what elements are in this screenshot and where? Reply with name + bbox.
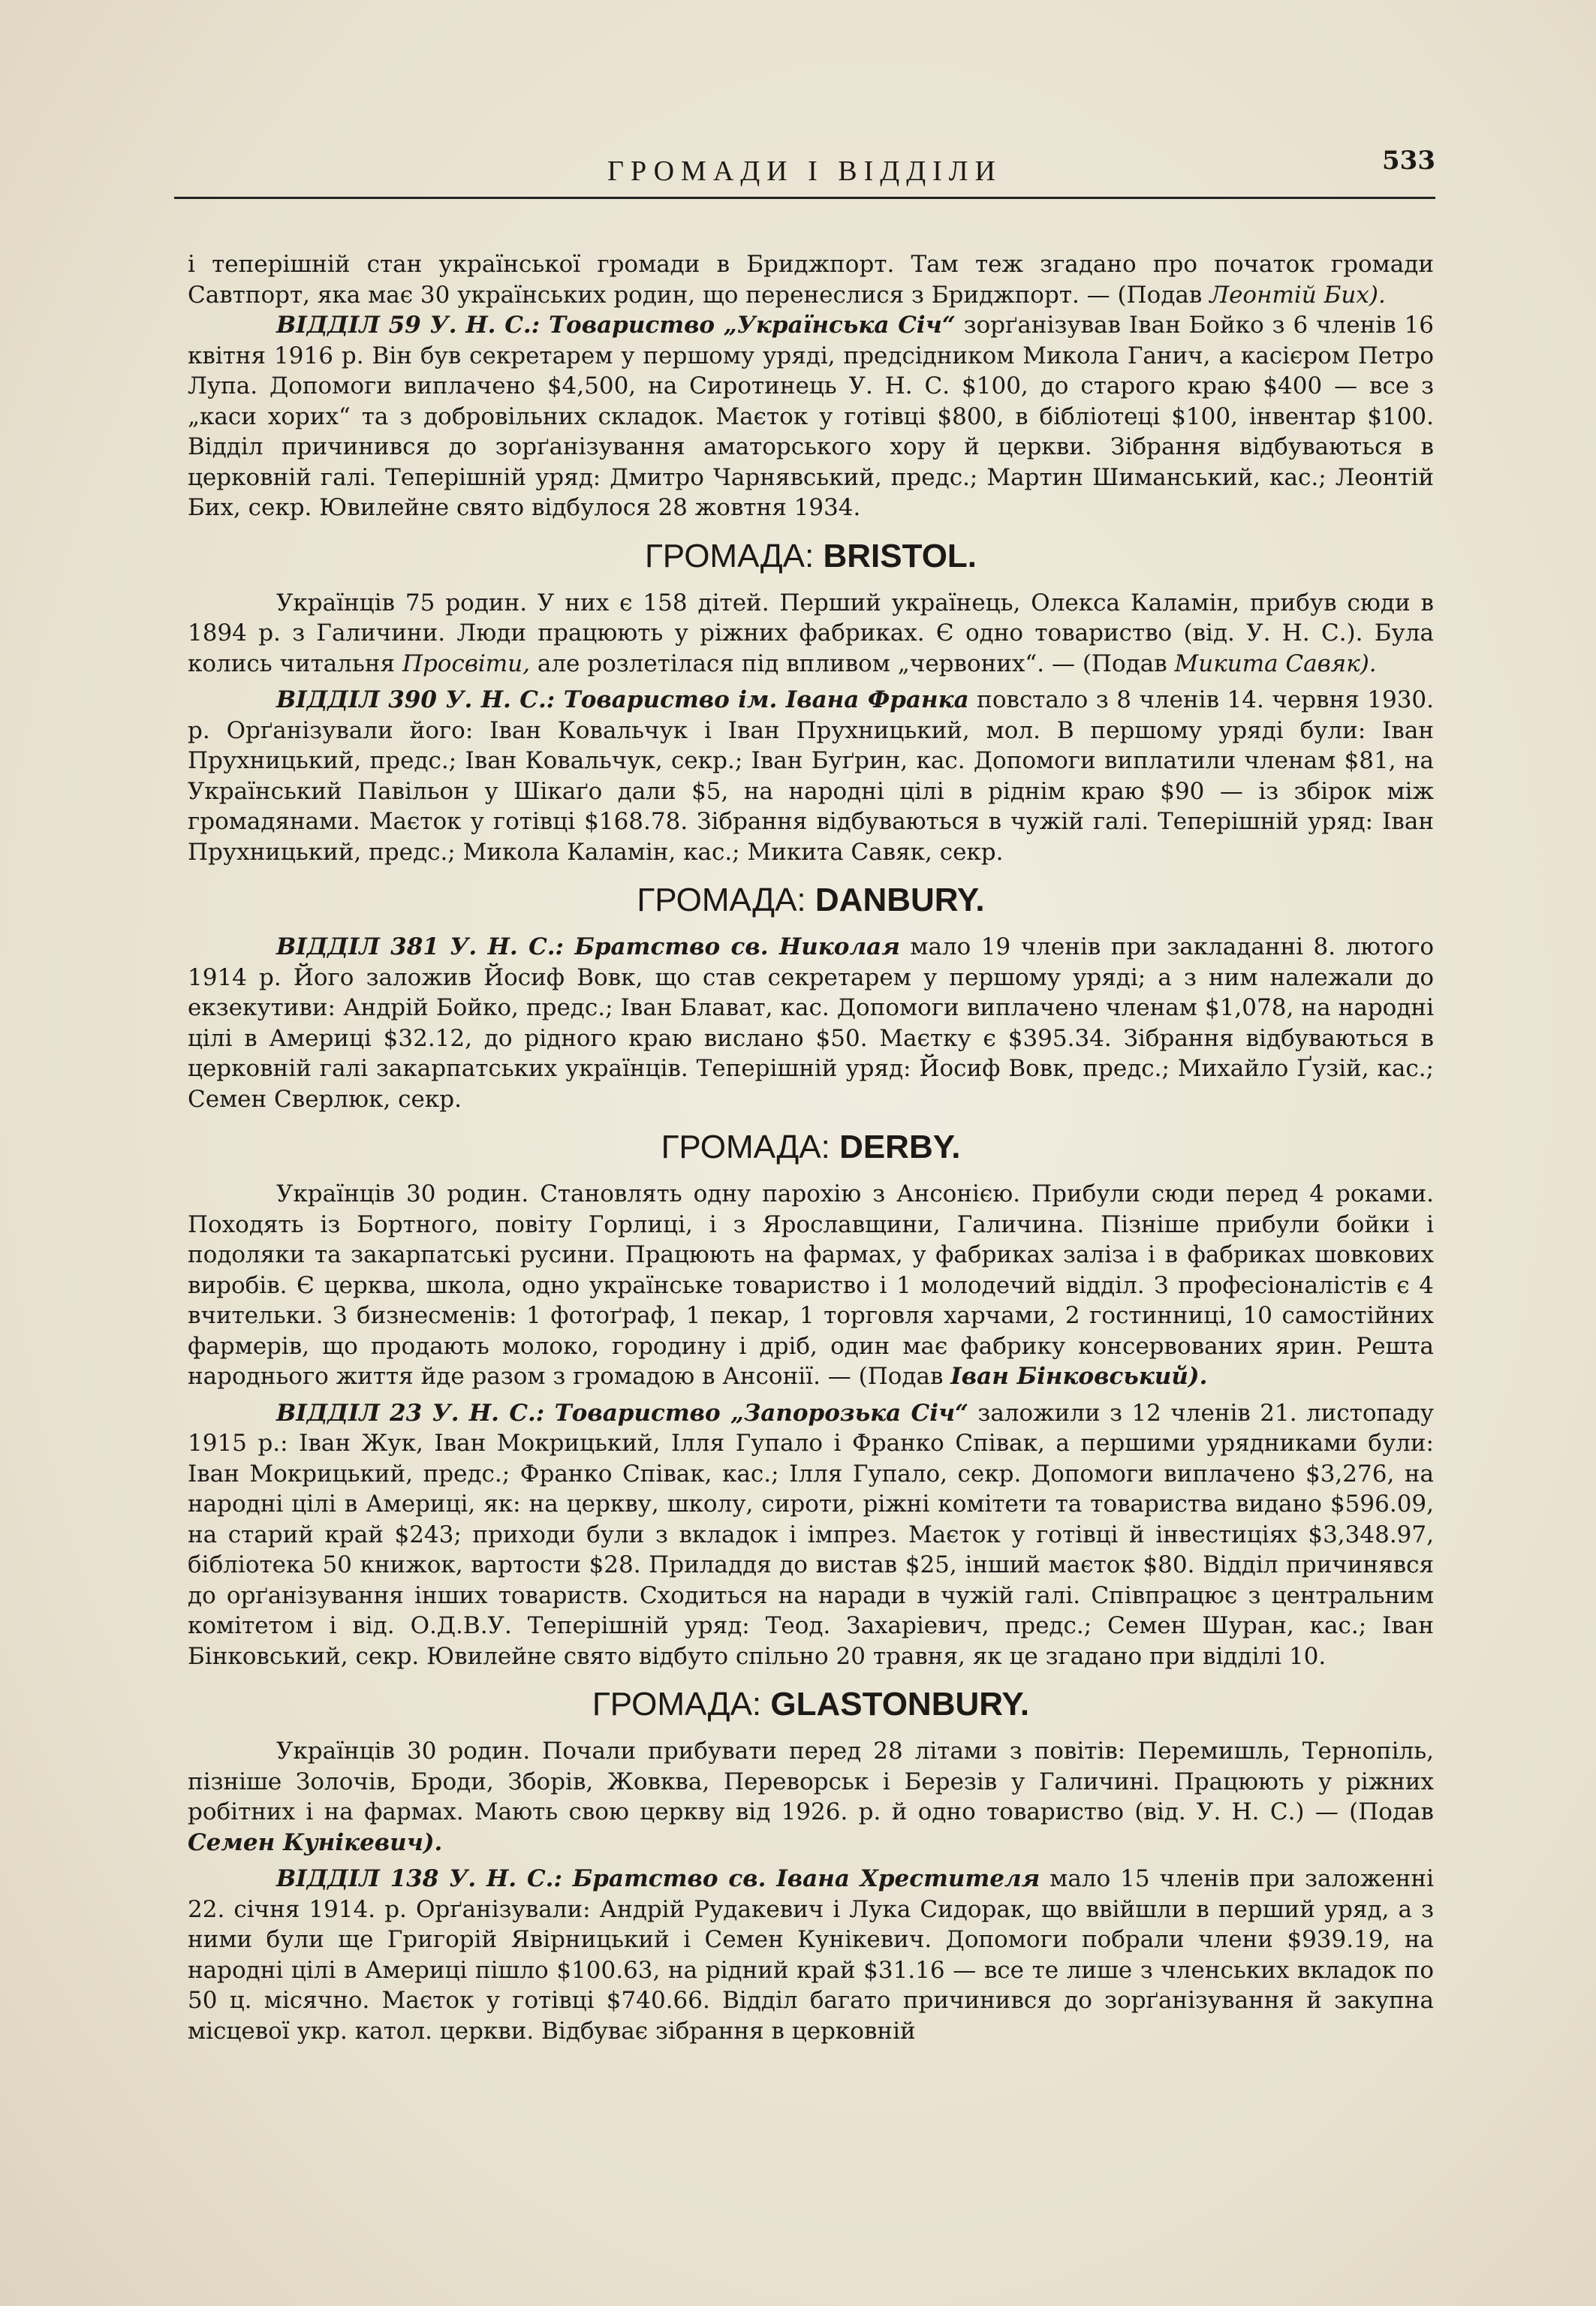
branch-23-label: ВІДДІЛ 23 У. Н. С.: Товариство „Запорозька Січ“ — [276, 1399, 968, 1427]
heading-danbury-label: ГРОМАДА: — [637, 882, 806, 918]
heading-bristol-city: BRISTOL. — [823, 537, 977, 574]
glastonbury-author: Семен Кунікевич). — [188, 1828, 443, 1856]
heading-glastonbury-city: GLASTONBURY. — [770, 1686, 1030, 1723]
intro-text: і теперішній стан української громади в Бриджпорт. Там теж згадано про початок громади Савтпорт, яка має 30 українських родин, що перенеслися з Бриджпорт. — (Подав — [188, 251, 1434, 309]
page-number: 533 — [1382, 146, 1435, 176]
heading-danbury — [188, 879, 1434, 921]
bristol-paragraph — [188, 588, 1434, 680]
bristol-text-a: Українців 75 родин. У них є 158 дітей. Перший українець, Олекса Каламін, прибув сюди в 1894 р. з Галичини. Люди працюють у ріжних фабриках. Є одно товариство (від. У. Н. С.). Була колись читальня — [188, 589, 1434, 677]
heading-derby-city: DERBY. — [839, 1129, 961, 1165]
branch-381-label: ВІДДІЛ 381 У. Н. С.: Братство св. Николая — [276, 933, 900, 960]
branch-138-label: ВІДДІЛ 138 У. Н. С.: Братство св. Івана Хрестителя — [276, 1865, 1040, 1892]
heading-derby-label: ГРОМАДА: — [661, 1129, 830, 1165]
running-title: ГРОМАДИ І ВІДДІЛИ — [607, 155, 1002, 187]
glastonbury-text: Українців 30 родин. Почали прибувати перед 28 літами з повітів: Перемишль, Тернопіль, пізніше Золочів, Броди, Зборів, Жовква, Переворськ і Березів у Галичині. Працюють у ріжних робітних і на фармах. Мають свою церкву від 1926. р. й одно товариство (від. У. Н. С.) — (Подав — [188, 1738, 1434, 1825]
derby-paragraph — [188, 1179, 1434, 1392]
branch-390-text: повстало з 8 членів 14. червня 1930. р. Орґанізували його: Іван Ковальчук і Іван Прухницький, мол. В першому уряді були: Іван Прухницький, предс.; Іван Ковальчук, секр.; Іван Буґрин, кас. Допомоги виплатили членам $81, на Український Павільон у Шікаґо дали $5, на народні цілі в ріднім краю $90 — із збірок між громадянами. Маєток у готівці $168.78. Зібрання відбуваються в чужій галі. Теперішній уряд: Іван Прухницький, предс.; Микола Каламін, кас.; Микита Савяк, секр. — [188, 686, 1434, 866]
branch-59-paragraph — [188, 310, 1434, 523]
branch-23-paragraph — [188, 1398, 1434, 1672]
branch-59-label: ВІДДІЛ 59 У. Н. С.: Товариство „Українська Січ“ — [276, 312, 956, 339]
heading-bristol — [188, 535, 1434, 577]
branch-138-text: мало 15 членів при заложенні 22. січня 1914. р. Орґанізували: Андрій Рудакевич і Лука Сидорак, що ввійшли в перший уряд, а з ними були ще Григорій Явірницький і Семен Кунікевич. Допомоги побрали члени $939.19, на народні цілі в Америці пішло $100.63, на рідний край $31.16 — все те лише з членських вкладок по 50 ц. місячно. Маєток у готівці $740.66. Відділ багато причинився до зорґанізування й закупна місцевої укр. катол. церкви. Відбуває зібрання в церковній — [188, 1865, 1435, 2045]
heading-glastonbury — [188, 1684, 1434, 1726]
branch-390-paragraph — [188, 685, 1434, 867]
heading-glastonbury-label: ГРОМАДА: — [592, 1686, 762, 1723]
branch-23-text: заложили з 12 членів 21. листопаду 1915 р.: Іван Жук, Іван Мокрицький, Ілля Гупало і Франко Співак, а першими урядниками були: Іван Мокрицький, предс.; Франко Співак, кас.; Ілля Гупало, секр. Допомоги виплачено $3,276, на народні цілі в Америці, як: на церкву, школу, сироти, ріжні комітети та товариства видано $596.09, на старий край $243; приходи були з вкладок і імпрез. Маєток у готівці й інвестиціях $3,348.97, бібліотека 50 книжок, вартости $28. Приладдя до вистав $25, інший маєток $80. Відділ причинявся до орґанізування інших товариств. Сходиться на наради в чужій галі. Співпрацює з центральним комітетом і від. О.Д.В.У. Теперішній уряд: Теод. Захаріевич, предс.; Семен Шуран, кас.; Іван Бінковський, секр. Ювилейне свято відбуто спільно 20 травня, як це згадано при відділі 10. — [188, 1399, 1434, 1670]
branch-59-text: зорґанізував Іван Бойко з 6 членів 16 квітня 1916 р. Він був секретарем у першому уряді, предсідником Микола Ганич, а касієром Петро Лупа. Допомоги виплачено $4,500, на Сиротинець У. Н. С. $100, до старого краю $400 — все з „каси хорих“ та з добровільних складок. Маєток у готівці $800, в бібліотеці $100, інвентар $100. Відділ причинився до зорґанізування аматорського хору й церкви. Зібрання відбуваються в церковній галі. Теперішній уряд: Дмитро Чарнявський, предс.; Мартин Шиманський, кас.; Леонтій Бих, секр. Ювилейне свято відбулося 28 жовтня 1934. — [188, 312, 1434, 521]
branch-381-paragraph — [188, 932, 1434, 1114]
bristol-author: Микита Савяк). — [1174, 650, 1377, 677]
branch-390-label: ВІДДІЛ 390 У. Н. С.: Товариство ім. Івана Франка — [276, 686, 969, 713]
bristol-italic: Просвіти, — [402, 650, 530, 677]
derby-text: Українців 30 родин. Становлять одну парохію з Ансонією. Прибули сюди перед 4 роками. Походять із Бортного, повіту Горлиці, і з Ярославщини, Галичина. Пізніше прибули бойки і подоляки та закарпатські русини. Працюють на фармах, у фабриках заліза і в фабриках шовкових виробів. Є церква, школа, одно українське товариство і 1 молодечий відділ. З професіоналістів є 4 вчительки. З бизнесменів: 1 фотоґраф, 1 пекар, 1 торговля харчами, 2 гостинниці, 10 самостійних фармерів, що продають молоко, городину і дріб, один має фабрику консервованих ярин. Решта народнього життя йде разом з громадою в Ансонії. — (Подав — [188, 1180, 1434, 1390]
page-body — [188, 249, 1434, 2046]
heading-bristol-label: ГРОМАДА: — [644, 537, 815, 574]
branch-381-text: мало 19 членів при закладанні 8. лютого 1914 р. Його заложив Йосиф Вовк, що став секретарем у першому уряді; а з ним належали до екзекутиви: Андрій Бойко, предс.; Іван Блават, кас. Допомоги виплачено членам $1,078, на народні цілі в Америці $32.12, до рідного краю вислано $50. Маєтку є $395.34. Зібрання відбуваються в церковній галі закарпатських українців. Теперішній уряд: Йосиф Вовк, предс.; Михайло Ґузій, кас.; Семен Сверлюк, секр. — [188, 933, 1434, 1113]
derby-author: Іван Бінковський). — [950, 1363, 1208, 1390]
glastonbury-paragraph — [188, 1736, 1434, 1858]
intro-author: Леонтій Бих). — [1209, 281, 1386, 309]
heading-derby — [188, 1126, 1434, 1168]
intro-paragraph — [188, 249, 1434, 310]
bristol-text-b: але розлетілася під впливом „червоних“. — (Подав — [530, 650, 1175, 677]
running-header — [174, 144, 1435, 199]
branch-138-paragraph — [188, 1864, 1434, 2046]
heading-danbury-city: DANBURY. — [815, 882, 985, 918]
